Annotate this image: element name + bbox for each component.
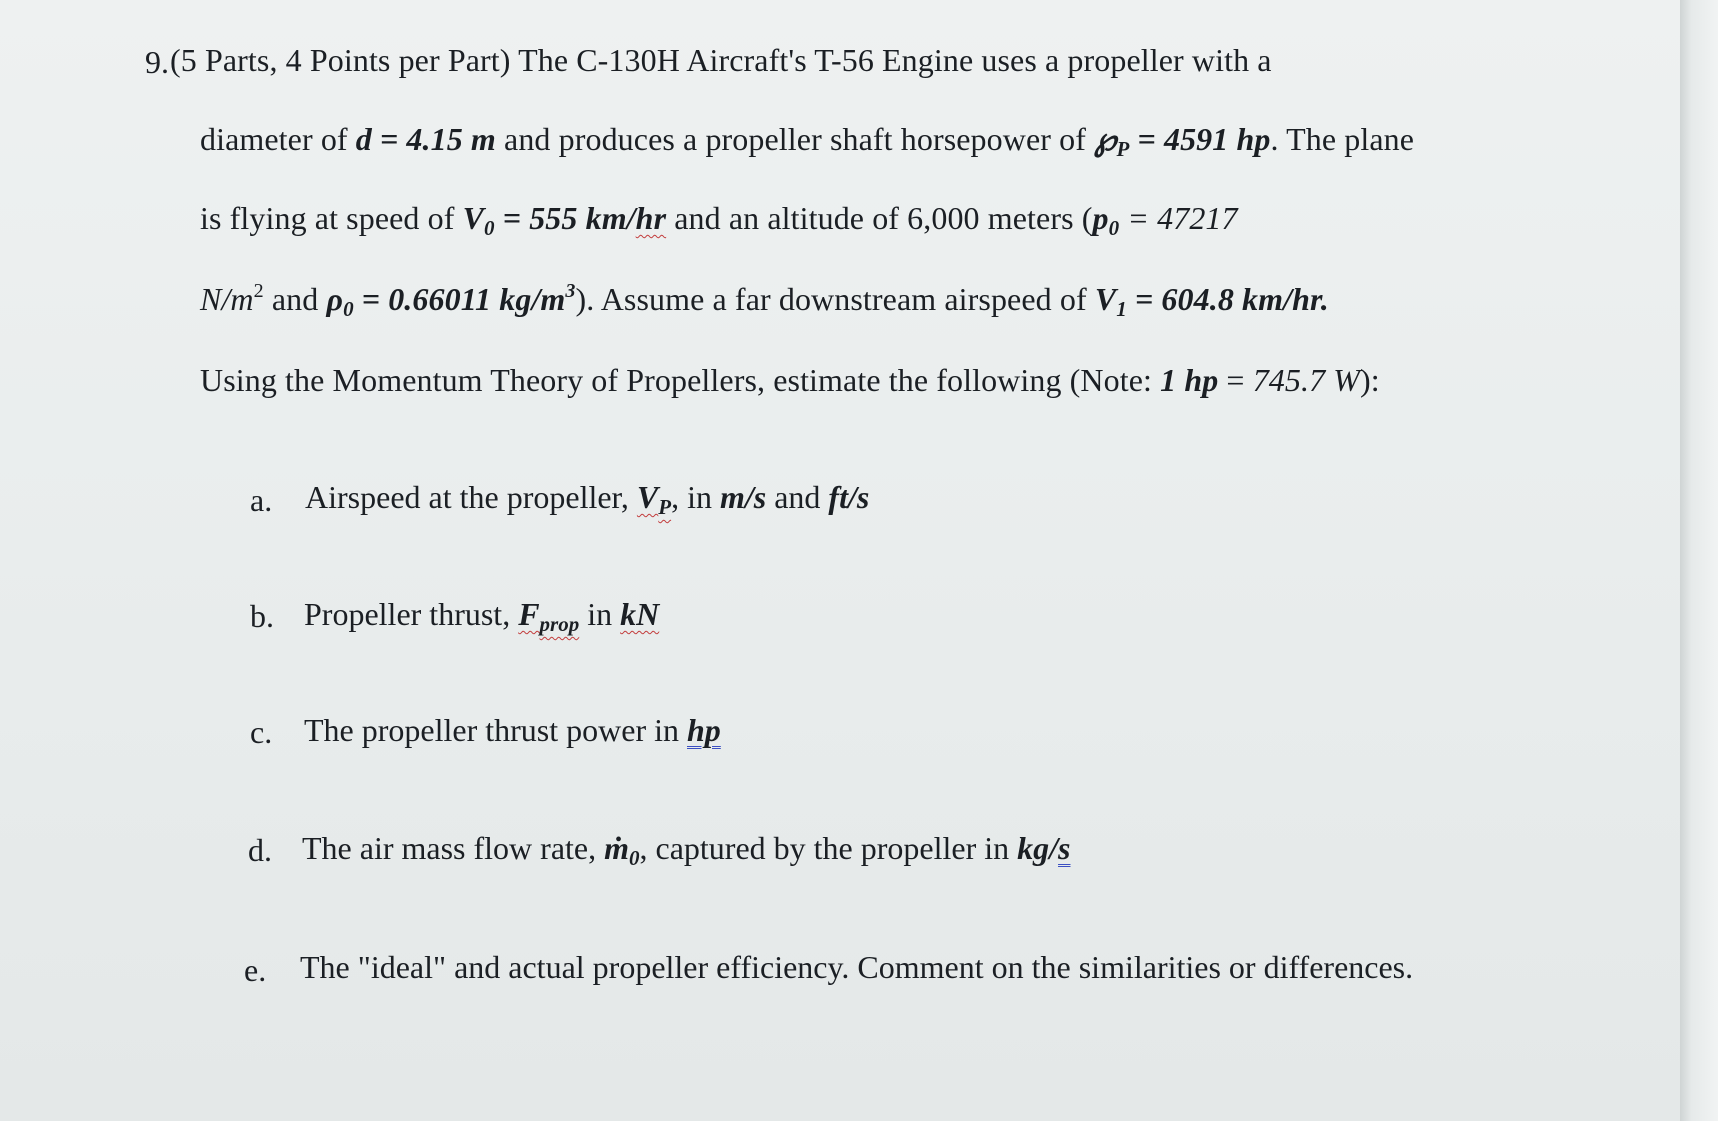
text-segment: The propeller thrust power in [304,712,687,748]
density-subscript: 0 [343,297,354,321]
watt-conversion: 745.7 W [1252,362,1361,398]
text-segment: ). Assume a far downstream airspeed of [575,281,1095,317]
text-segment: The air mass flow rate, [302,830,605,866]
pressure-subscript: 0 [1108,216,1120,240]
airspeed-subscript: P [658,495,672,519]
pressure-symbol: p [1092,200,1109,236]
question-line-2 [200,120,1414,162]
unit-kn: kN [620,596,660,632]
paper-edge-shadow [1680,0,1718,1121]
thrust-subscript: prop [539,612,580,636]
thrust-symbol: F [518,596,540,632]
text-segment: and produces a propeller shaft horsepower of [495,121,1095,157]
speed-unit-hr: hr [635,200,667,236]
unit-mps: m/s [719,479,767,515]
text-segment: diameter of [200,121,356,157]
unit-kgps-s: s [1058,830,1071,866]
pressure-unit: N/m [200,281,254,317]
diameter-value: d = 4.15 m [355,121,496,157]
hp-note: 1 hp [1160,362,1219,398]
downstream-speed-subscript: 1 [1116,297,1127,321]
question-line-5 [200,362,1380,399]
part-e-letter: e. [244,952,267,988]
part-c-letter: c. [250,714,273,750]
unit-ftps: ft/s [828,479,870,515]
text-segment: Propeller thrust, [304,596,519,632]
power-symbol: ℘ [1094,121,1117,157]
text-segment: ): [1360,362,1380,398]
part-b-text [304,596,659,637]
density-symbol: ρ [326,281,344,317]
pressure-unit-superscript: 2 [253,280,264,302]
text-segment: and [766,479,829,515]
text-segment: = [1218,362,1253,398]
part-d-text [302,830,1070,871]
downstream-speed-value: = 604.8 km/hr. [1126,281,1329,317]
part-b-letter: b. [250,598,274,634]
speed-subscript: 0 [484,216,495,240]
text-segment: and [263,281,327,317]
unit-kgps: kg/ [1017,830,1059,866]
text-segment: Airspeed at the propeller, [305,479,637,515]
text-segment: , captured by the propeller in [639,830,1018,866]
density-unit-superscript: 3 [565,280,576,302]
text-segment: is flying at speed of [200,200,463,236]
part-d-letter: d. [248,832,272,868]
text-segment: in [579,596,621,632]
text-segment: and an altitude of 6,000 meters ( [666,200,1093,236]
part-a-letter: a. [250,482,273,518]
speed-value: = 555 km/ [494,200,636,236]
text-segment: Using the Momentum Theory of Propellers, estimate the following (Note: [200,362,1161,398]
part-e-text: The "ideal" and actual propeller efficiency. Comment on the similarities or differences. [300,949,1414,985]
mass-flow-subscript: 0 [629,846,640,870]
question-line-4 [200,280,1329,322]
downstream-speed-symbol: V [1094,281,1117,317]
unit-hp: hp [687,712,721,748]
airspeed-symbol: V [636,479,659,515]
text-segment: . The plane [1270,121,1415,157]
shaft-power-value: = 4591 hp [1129,121,1271,157]
question-line-3 [200,200,1238,241]
part-c-text [304,712,721,749]
question-header: (5 Parts, 4 Points per Part) The C-130H Aircraft's T-56 Engine uses a propeller with a [170,42,1272,78]
text-segment: , in [671,479,720,515]
density-value: = 0.66011 kg/m [353,281,566,317]
speed-symbol: V [462,200,485,236]
mass-flow-symbol: ṁ [604,830,629,866]
question-number: 9. [145,44,169,80]
power-symbol-subscript: P [1116,137,1130,161]
part-a-text [305,479,869,520]
pressure-value: = 47217 [1119,200,1238,236]
